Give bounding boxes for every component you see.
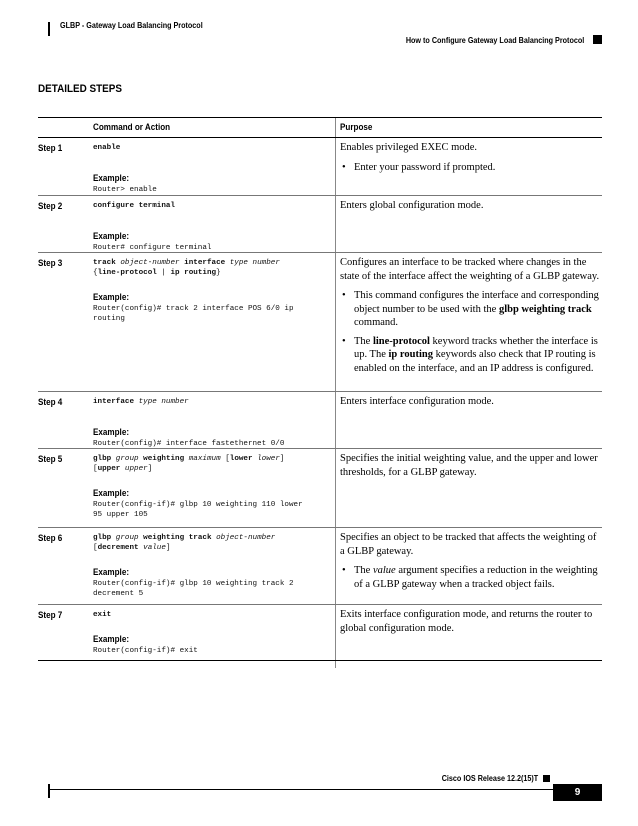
example-label: Example: bbox=[93, 292, 130, 302]
purpose-bullets bbox=[340, 564, 602, 591]
step-label: Step 2 bbox=[38, 201, 63, 211]
command-cell bbox=[93, 258, 329, 324]
purpose-bullets bbox=[340, 161, 602, 175]
purpose-text: Configures an interface to be tracked where changes in the state of the interface affect the weighting of a GLBP gateway. bbox=[340, 257, 600, 282]
command-text: exit bbox=[93, 611, 112, 619]
purpose-text: Specifies an object to be tracked that affects the weighting of a GLBP gateway. bbox=[340, 532, 597, 557]
purpose-text: Exits interface configuration mode, and returns the router to global configuration mode. bbox=[340, 609, 593, 634]
step-label: Step 4 bbox=[38, 397, 63, 407]
example-code: Router(config-if)# glbp 10 weighting 110 lower 95 upper 105 bbox=[93, 501, 303, 519]
command-text: glbp group weighting track object-number [decrement value] bbox=[93, 534, 276, 552]
example-label: Example: bbox=[93, 427, 130, 437]
purpose-text: Enters interface configuration mode. bbox=[340, 396, 494, 407]
footer-rule bbox=[48, 789, 553, 790]
page-number: 9 bbox=[553, 784, 602, 801]
purpose-cell bbox=[340, 256, 602, 380]
step-row-7 bbox=[38, 605, 602, 661]
step-row-4 bbox=[38, 392, 602, 449]
purpose-cell bbox=[340, 141, 602, 179]
command-text: configure terminal bbox=[93, 202, 176, 210]
command-cell bbox=[93, 143, 329, 195]
step-label: Step 7 bbox=[38, 610, 63, 620]
purpose-cell bbox=[340, 452, 602, 479]
header-marker-square bbox=[593, 35, 602, 44]
example-code: Router> enable bbox=[93, 186, 157, 194]
example-code: Router(config)# interface fastethernet 0/0 bbox=[93, 440, 285, 448]
purpose-text: Enables privileged EXEC mode. bbox=[340, 142, 478, 153]
bullet-item: • Enter your password if prompted. bbox=[340, 161, 602, 175]
purpose-cell bbox=[340, 531, 602, 596]
page-title: DETAILED STEPS bbox=[38, 83, 122, 95]
chapter-title: GLBP - Gateway Load Balancing Protocol bbox=[60, 21, 203, 30]
example-code: Router(config-if)# exit bbox=[93, 647, 198, 655]
step-row-2 bbox=[38, 196, 602, 253]
purpose-cell bbox=[340, 608, 602, 635]
purpose-cell bbox=[340, 199, 602, 213]
purpose-text: Enters global configuration mode. bbox=[340, 200, 484, 211]
step-row-1 bbox=[38, 138, 602, 196]
example-code: Router(config-if)# glbp 10 weighting track 2 decrement 5 bbox=[93, 580, 294, 598]
example-label: Example: bbox=[93, 173, 130, 183]
example-label: Example: bbox=[93, 567, 130, 577]
step-label: Step 1 bbox=[38, 143, 63, 153]
column-header-command: Command or Action bbox=[93, 122, 171, 132]
command-cell bbox=[93, 397, 329, 449]
step-row-3 bbox=[38, 253, 602, 392]
bullet-item: • The line-protocol keyword tracks whether the interface is up. The ip routing keywords also check that IP routing is enabled on the interface, and an IP address is configured. bbox=[340, 335, 602, 376]
example-label: Example: bbox=[93, 634, 130, 644]
release-label: Cisco IOS Release 12.2(15)T bbox=[441, 774, 538, 783]
command-text: enable bbox=[93, 144, 121, 152]
step-row-5 bbox=[38, 449, 602, 528]
command-text: interface type number bbox=[93, 398, 189, 406]
command-cell bbox=[93, 533, 329, 599]
example-code: Router# configure terminal bbox=[93, 244, 212, 252]
step-row-6 bbox=[38, 528, 602, 605]
purpose-bullets bbox=[340, 289, 602, 375]
header-left-bar bbox=[48, 22, 50, 36]
command-text: glbp group weighting maximum [lower lower] [upper upper] bbox=[93, 455, 285, 473]
example-label: Example: bbox=[93, 488, 130, 498]
command-cell bbox=[93, 610, 329, 656]
example-label: Example: bbox=[93, 231, 130, 241]
purpose-text: Specifies the initial weighting value, and the upper and lower thresholds, for a GLBP gateway. bbox=[340, 453, 598, 478]
command-text: track object-number interface type number {line-protocol | ip routing} bbox=[93, 259, 280, 277]
command-cell bbox=[93, 454, 329, 520]
step-label: Step 5 bbox=[38, 454, 63, 464]
table-header bbox=[38, 117, 602, 138]
section-title: How to Configure Gateway Load Balancing Protocol bbox=[405, 36, 584, 45]
example-code: Router(config)# track 2 interface POS 6/0 ip routing bbox=[93, 305, 294, 323]
command-cell bbox=[93, 201, 329, 253]
step-label: Step 6 bbox=[38, 533, 63, 543]
bullet-item: • The value argument specifies a reduction in the weighting of a GLBP gateway when a tracked object fails. bbox=[340, 564, 602, 591]
footer-marker-square bbox=[543, 775, 550, 782]
bullet-item: • This command configures the interface and corresponding object number to be used with the glbp weighting track command. bbox=[340, 289, 602, 330]
footer-left-bar bbox=[48, 784, 50, 798]
purpose-cell bbox=[340, 395, 602, 409]
steps-table bbox=[38, 117, 602, 661]
column-header-purpose: Purpose bbox=[340, 122, 373, 132]
step-label: Step 3 bbox=[38, 258, 63, 268]
